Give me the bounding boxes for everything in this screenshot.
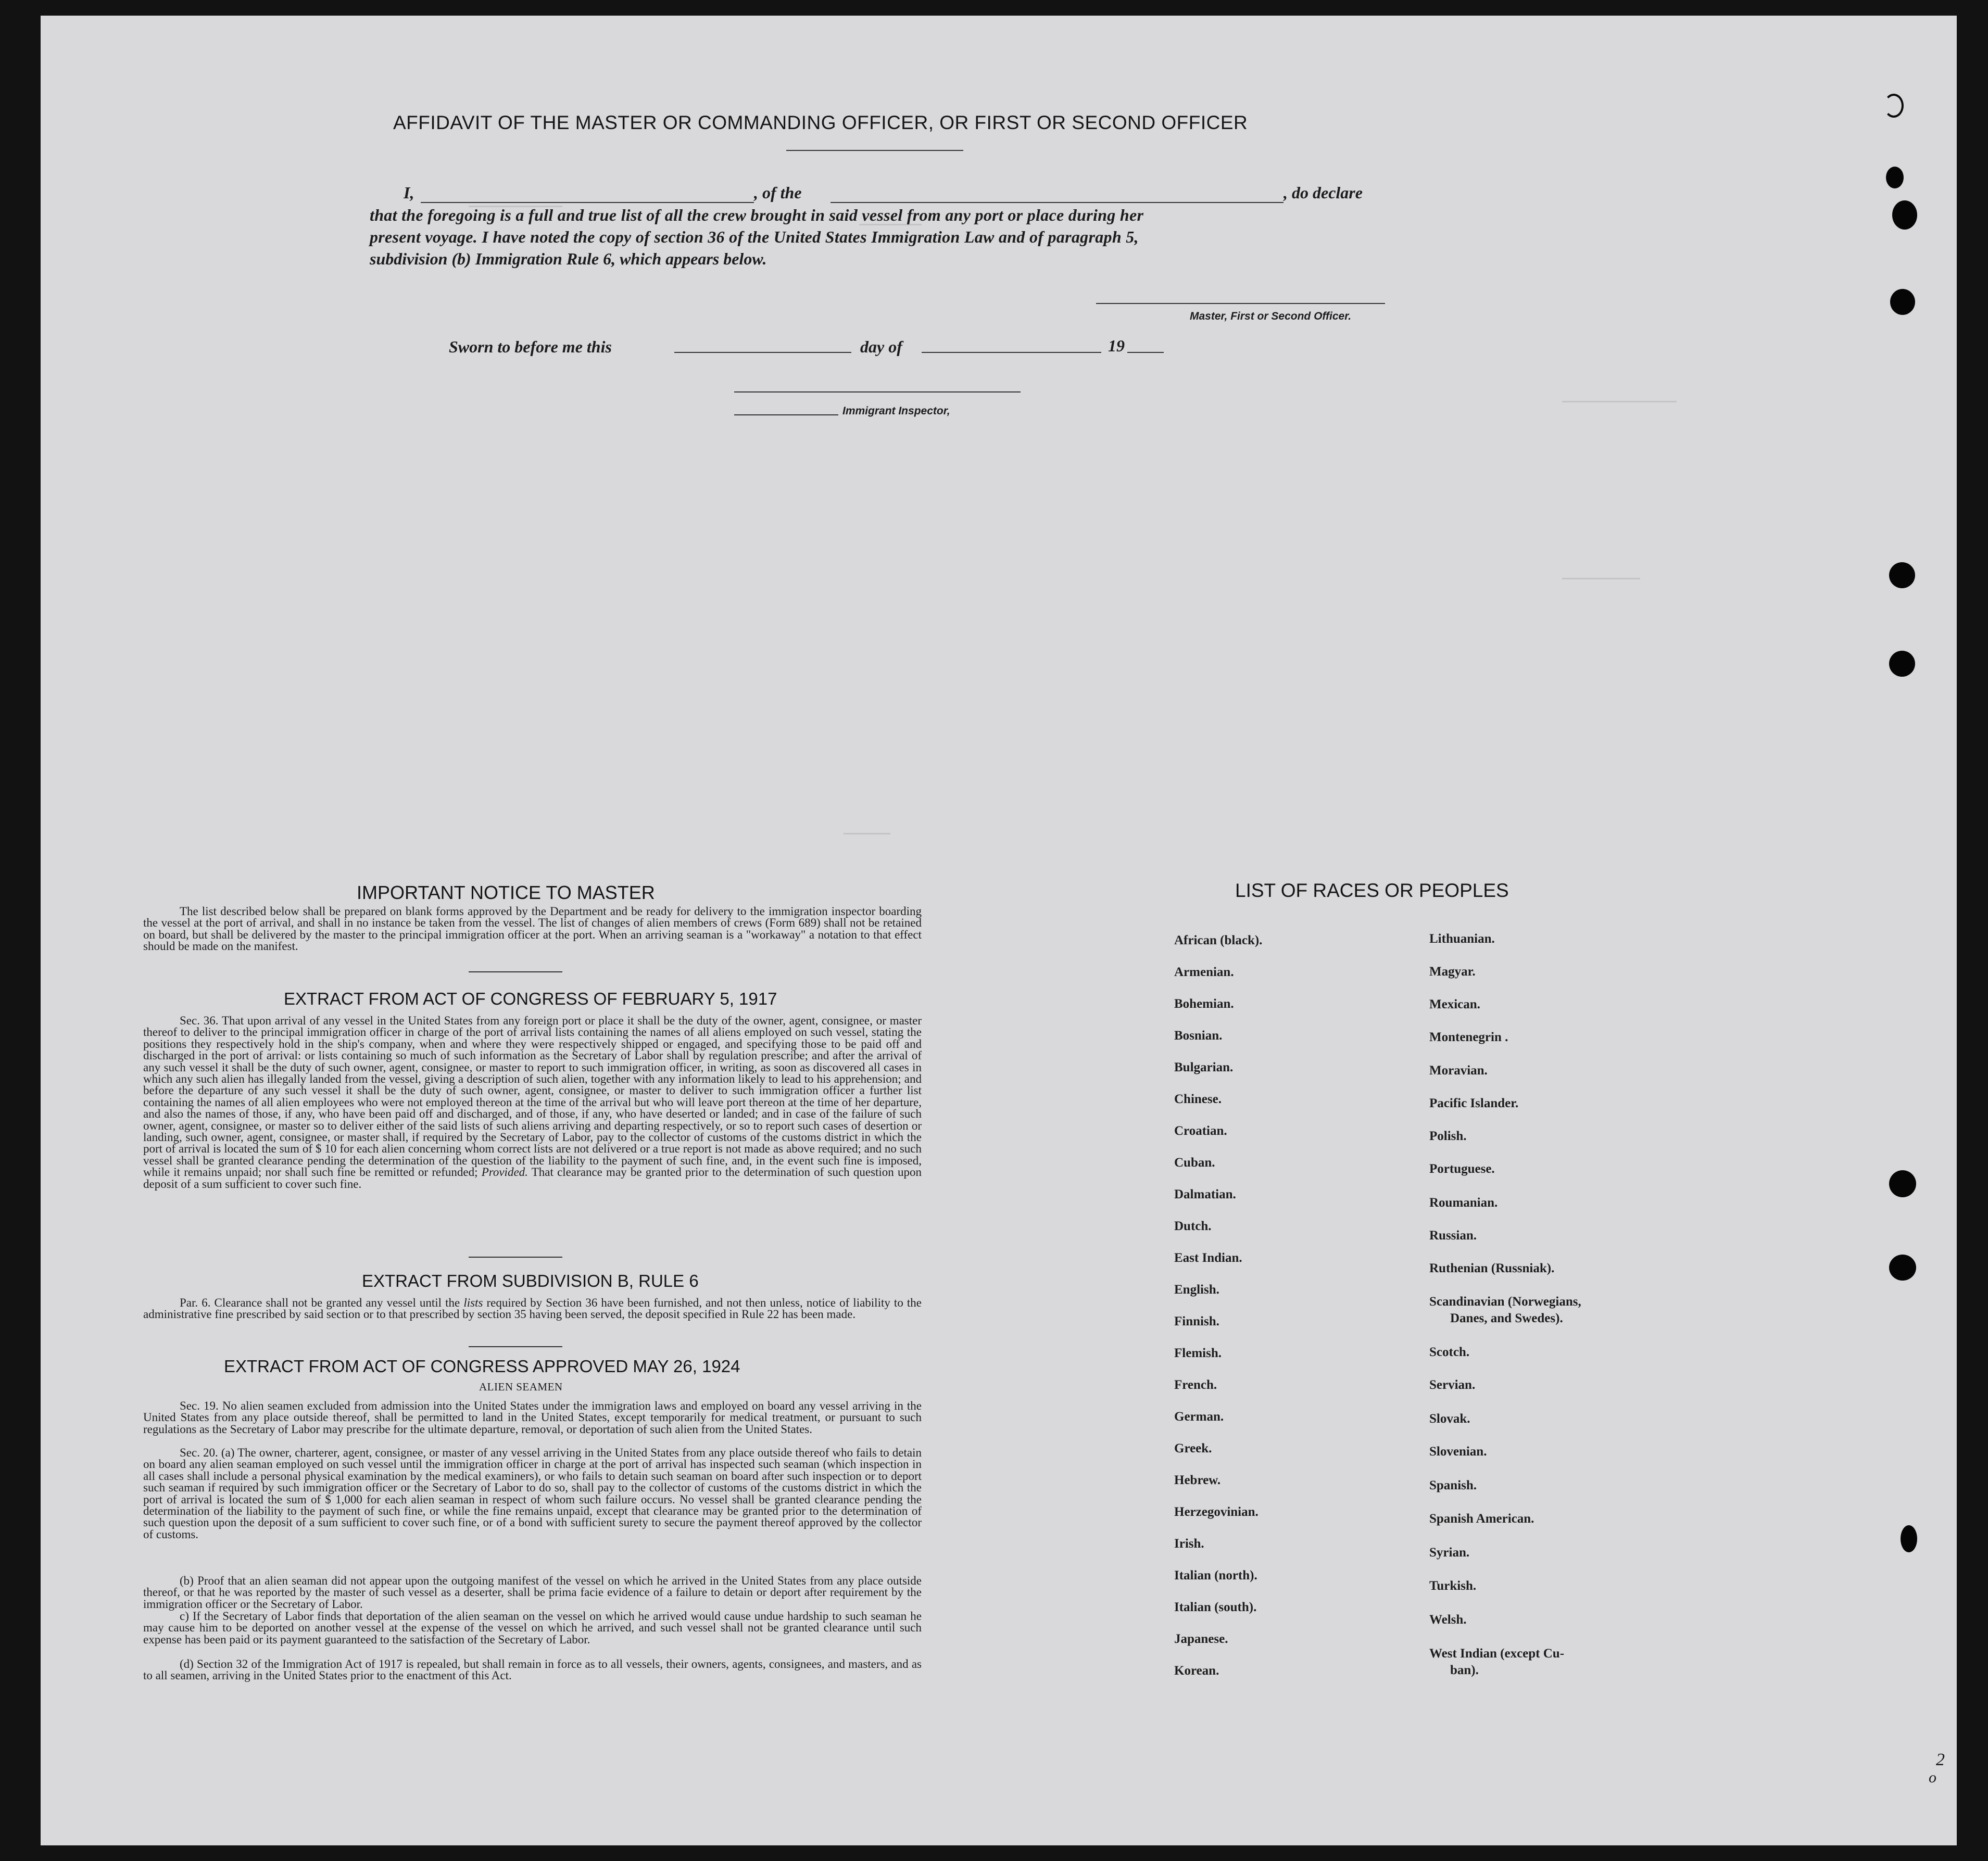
- extract-1924-subtitle: ALIEN SEAMEN: [479, 1381, 563, 1393]
- affidavit-title: AFFIDAVIT OF THE MASTER OR COMMANDING OFFICER, OR FIRST OR SECOND OFFICER: [393, 112, 1248, 133]
- declaration-do-declare: , do declare: [1284, 183, 1363, 202]
- binder-hole: [1889, 651, 1915, 677]
- race-item: ban).: [1450, 1663, 1479, 1677]
- declaration-line-4: subdivision (b) Immigration Rule 6, which appears below.: [370, 249, 767, 268]
- provided-word: Provided.: [481, 1166, 528, 1179]
- sec20a-text: Sec. 20. (a) The owner, charterer, agent, consignee, or master of any vessel arriving in the United States from any place outside thereof who fails to detain on board any alien seaman employed on such vessel until the immigration officer in charge at the port of arrival has inspected such seaman (which inspection in all cases shall include a personal physical examination by the medical examiners), or who fails to detain such seaman on board after such inspection or to deport such seaman if required by such immigration officer or the Secretary of Labor to do so, shall pay to the collector of customs of the customs district in which the port of arrival is located the sum of $ 1,000 for each alien seaman in respect of whom such failure occurs. No vessel shall be granted clearance pending the determination of the liability to the payment of such fine, or while the fine remains unpaid, except that clearance may be granted prior to the determination of such question upon the deposit of a sum sufficient to cover such fine, or of a bond with sufficient surety to secure the payment thereof approved by the collector of customs.: [143, 1446, 922, 1541]
- race-item: Scotch.: [1429, 1345, 1470, 1359]
- race-item: Bohemian.: [1174, 997, 1234, 1011]
- extract-rule6-text: [143, 1297, 922, 1321]
- declaration-line-2: that the foregoing is a full and true list of all the crew brought in said vessel from any port or place during her: [370, 206, 1144, 224]
- race-item: Korean.: [1174, 1664, 1219, 1678]
- bleed-through-mark: [1562, 401, 1677, 402]
- race-item: Pacific Islander.: [1429, 1096, 1519, 1110]
- sworn-day-field[interactable]: [674, 352, 851, 353]
- race-item: Servian.: [1429, 1378, 1476, 1392]
- race-item: Welsh.: [1429, 1613, 1467, 1627]
- race-item: German.: [1174, 1410, 1224, 1424]
- race-item: Slovak.: [1429, 1412, 1470, 1426]
- lists-word: lists: [463, 1296, 483, 1309]
- inspector-signature-field[interactable]: [734, 391, 1021, 393]
- race-item: English.: [1174, 1283, 1219, 1297]
- bleed-through-mark: [844, 833, 890, 834]
- sec20b-text: (b) Proof that an alien seaman did not appear upon the outgoing manifest of the vessel on which he arrived in the United States from any place outside thereof, or that he was reported by the master of such vessel as a deserter, shall be prima facie evidence of a failure to detain or deport after requirement by the immigration officer or the Secretary of Labor.: [143, 1574, 922, 1611]
- extract-rule6-title: EXTRACT FROM SUBDIVISION B, RULE 6: [362, 1271, 699, 1290]
- sworn-month-field[interactable]: [922, 352, 1101, 353]
- race-item: Dalmatian.: [1174, 1187, 1236, 1201]
- race-item: Croatian.: [1174, 1124, 1227, 1138]
- race-item: Turkish.: [1429, 1579, 1477, 1593]
- race-item: East Indian.: [1174, 1251, 1242, 1265]
- race-item: Italian (north).: [1174, 1568, 1257, 1583]
- race-item: Mexican.: [1429, 997, 1480, 1011]
- race-item: Japanese.: [1174, 1632, 1228, 1646]
- vessel-name-field[interactable]: [831, 202, 1284, 203]
- extract-rule6-rule: [469, 1346, 562, 1347]
- sec19-text: Sec. 19. No alien seamen excluded from admission into the United States under the immigration laws and employed on board any vessel arriving in the United States from any place outside thereof, shall be permitted to land in the United States, except temporarily for medical treatment, or pursuant to such regulations as the Secretary of Labor may prescribe for the ultimate departure, removal, or deportation of such alien from the United States.: [143, 1399, 922, 1436]
- notice-rule: [469, 971, 562, 972]
- binder-hole: [1890, 289, 1915, 315]
- race-item: Irish.: [1174, 1537, 1204, 1551]
- race-item: Roumanian.: [1429, 1196, 1498, 1210]
- declaration-of-the: , of the: [754, 183, 802, 202]
- binder-hole: [1892, 200, 1917, 230]
- race-item: Scandinavian (Norwegians,: [1429, 1295, 1581, 1309]
- race-item: Spanish.: [1429, 1478, 1477, 1492]
- handwritten-mark: o: [1929, 1769, 1936, 1786]
- handwritten-mark: 2: [1936, 1750, 1945, 1769]
- sworn-year-field[interactable]: [1127, 352, 1164, 353]
- notice-text: The list described below shall be prepared on blank forms approved by the Department and be ready for delivery to the immigration inspector boarding the vessel at the port of arrival, and shall in no instance be taken from the vessel. The list of changes of alien members of crews (Form 689) shall not be retained on board, but shall be delivered by the master to the principal immigration officer at the port. When an arriving seaman is a "workaway" a notation to that effect should be made on the manifest.: [143, 905, 922, 953]
- race-item: Italian (south).: [1174, 1600, 1257, 1614]
- sec36-text-a: Sec. 36. That upon arrival of any vessel in the United States from any foreign port or place it shall be the duty of the owner, agent, consignee, or master thereof to deliver to the principal immigration officer in charge of the port of arrival lists containing the names of all aliens employed on such vessel, stating the positions they respectively hold in the ship's company, when and where they were respectively shipped or engaged, and specifying those to be paid off and discharged in the port of arrival: or lists containing so much of such information as the Secretary of Labor shall by regulation prescribe; and after the arrival of any such vessel it shall be the duty of such owner, agent, consignee, or master to report to such immigration officer, in writing, as soon as discovered all cases in which any such alien has illegally landed from the vessel, giving a description of such alien, together with any information likely to lead to his apprehension; and before the departure of any such vessel it shall be the duty of such owner, agent, consignee, or master to deliver to such immigration officer a further list containing the names of all alien employees who were not employed thereon at the time of the arrival but who will leave port thereon at the time of her departure, and also the names of those, if any, who have been paid off and discharged, and of those, if any, who have deserted or landed; and in case of the failure of such owner, agent, consignee, or master so to deliver either of the said lists of such aliens arriving and departing respectively, or so to report such cases of desertion or landing, such owner, agent, consignee, or master shall, if required by the Secretary of Labor, pay to the collector of customs of the customs district in which the port of arrival is located the sum of $ 10 for each alien concerning whom correct lists are not delivered or a true report is not made as above required; and no such vessel shall be granted clearance pending the determination of the question of the liability to the payment of such fine, and, in the event such fine is imposed, while it remains unpaid; nor shall such fine be remitted or refunded;: [143, 1014, 922, 1179]
- binder-hole: [1884, 94, 1904, 118]
- race-item: West Indian (except Cu-: [1429, 1647, 1565, 1661]
- declarant-name-field[interactable]: [421, 202, 754, 203]
- race-item: Montenegrin .: [1429, 1030, 1508, 1044]
- sec36-text-b: That clearance may be granted prior to the determination of such question upon deposit of a sum sufficient to cover such fine.: [143, 1166, 922, 1191]
- race-item: Herzegovinian.: [1174, 1505, 1259, 1519]
- declaration-line-3: present voyage. I have noted the copy of section 36 of the United States Immigration Law and of paragraph 5,: [370, 227, 1139, 246]
- race-item: Greek.: [1174, 1441, 1212, 1455]
- race-item: African (black).: [1174, 933, 1263, 947]
- race-item: Danes, and Swedes).: [1450, 1311, 1563, 1325]
- binder-hole: [1889, 1170, 1916, 1197]
- day-of-label: day of: [860, 337, 902, 356]
- sec20c-text: c) If the Secretary of Labor finds that deportation of the alien seaman on the vessel on which he arrived would cause undue hardship to such seaman he may cause him to be deported on another vessel at the expense of the vessel on which he arrived, and such vessel shall not be granted clearance until such expense has been paid or its payment guaranteed to the satisfaction of the Secretary of Labor.: [143, 1610, 922, 1646]
- extract-1924-title: EXTRACT FROM ACT OF CONGRESS APPROVED MAY 26, 1924: [224, 1357, 740, 1376]
- title-rule: [786, 150, 963, 151]
- bleed-through-mark: [1562, 578, 1640, 579]
- race-item: Spanish American.: [1429, 1512, 1534, 1526]
- binder-hole: [1889, 562, 1915, 588]
- race-item: Chinese.: [1174, 1092, 1222, 1106]
- race-item: Ruthenian (Russniak).: [1429, 1261, 1555, 1275]
- race-item: Slovenian.: [1429, 1445, 1487, 1459]
- race-item: Syrian.: [1429, 1546, 1470, 1560]
- extract-1917-title: EXTRACT FROM ACT OF CONGRESS OF FEBRUARY 5, 1917: [284, 989, 777, 1008]
- inspector-label: Immigrant Inspector,: [842, 405, 950, 417]
- master-signature-label: Master, First or Second Officer.: [1190, 310, 1352, 322]
- declaration-i: I,: [404, 183, 414, 202]
- sec20d-text: (d) Section 32 of the Immigration Act of 1917 is repealed, but shall remain in force as to all vessels, their owners, agents, consignees, and masters, and as to all seamen, arriving in the United States prior to the enactment of this Act.: [143, 1657, 922, 1682]
- race-item: Russian.: [1429, 1229, 1477, 1243]
- race-item: Hebrew.: [1174, 1473, 1221, 1487]
- rule6-text-b: required by Section 36 have been furnished, and not then unless, notice of liability to the administrative fine prescribed by said section or to that prescribed by section 35 having been served, the deposit specified in Rule 22 has been made.: [143, 1296, 922, 1321]
- race-item: Bulgarian.: [1174, 1060, 1234, 1074]
- binder-hole: [1886, 167, 1904, 188]
- extract-1917-rule: [469, 1257, 562, 1258]
- race-item: Magyar.: [1429, 965, 1476, 979]
- races-title: LIST OF RACES OR PEOPLES: [1235, 880, 1509, 901]
- extract-1917-text: [143, 1015, 922, 1190]
- race-item: Dutch.: [1174, 1219, 1212, 1233]
- race-item: French.: [1174, 1378, 1217, 1392]
- binder-hole: [1901, 1525, 1917, 1552]
- rule6-text-a: Par. 6. Clearance shall not be granted any vessel until the: [180, 1296, 464, 1309]
- race-item: Finnish.: [1174, 1314, 1219, 1328]
- race-item: Armenian.: [1174, 965, 1234, 979]
- notice-title: IMPORTANT NOTICE TO MASTER: [357, 882, 655, 903]
- race-item: Moravian.: [1429, 1064, 1488, 1078]
- race-item: Flemish.: [1174, 1346, 1222, 1360]
- race-item: Cuban.: [1174, 1156, 1215, 1170]
- sworn-text: Sworn to before me this: [449, 337, 612, 356]
- race-item: Lithuanian.: [1429, 932, 1495, 946]
- binder-hole: [1889, 1255, 1916, 1281]
- race-item: Portuguese.: [1429, 1162, 1495, 1176]
- race-item: Polish.: [1429, 1129, 1467, 1143]
- race-item: Bosnian.: [1174, 1029, 1223, 1043]
- year-prefix: 19: [1108, 336, 1125, 355]
- master-signature-field[interactable]: [1096, 303, 1385, 304]
- inspector-signature-field-2[interactable]: [734, 414, 838, 415]
